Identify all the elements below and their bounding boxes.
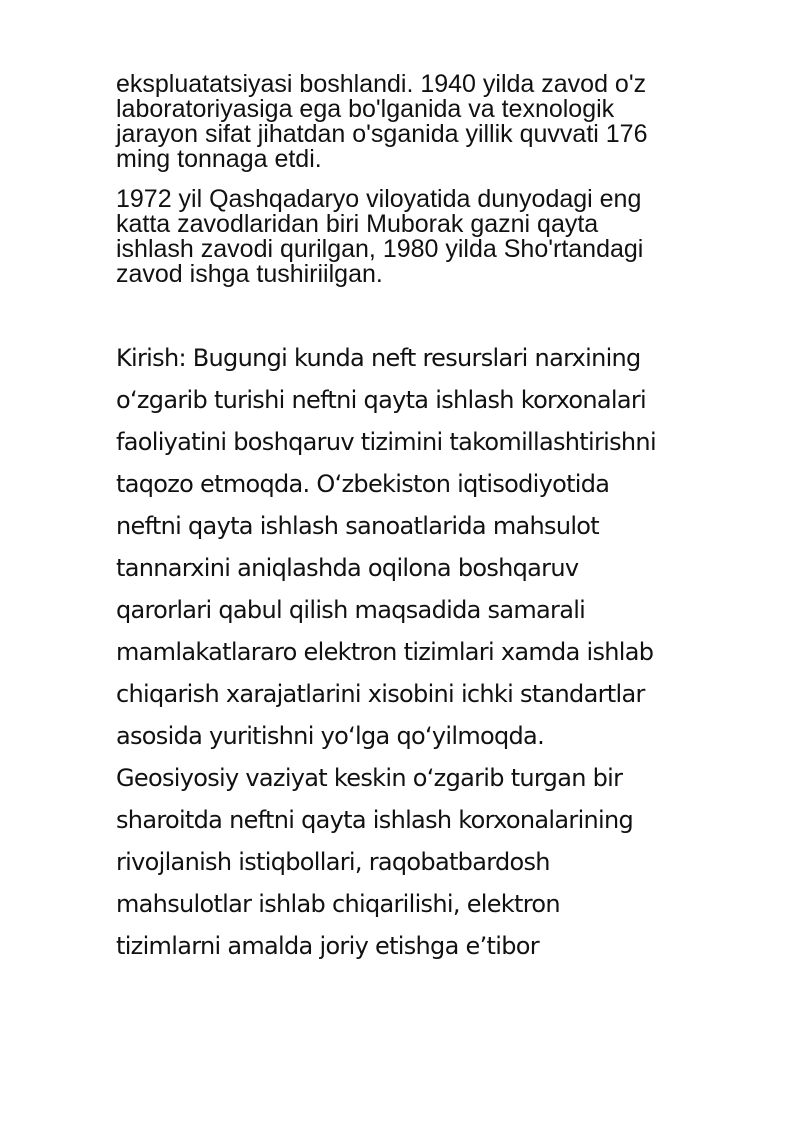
document-page bbox=[116, 72, 756, 967]
paragraph-introduction: Kirish: Bugungi kunda neft resurslari narxining o‘zgarib turishi neftni qayta ishlash korxonalari faoliyatini boshqaruv tizimini takomillashtirishni taqozo etmoqda. O‘zbekiston iqtisodiyotida neftni qayta ishlash sanoatlarida mahsulot tannarxini aniqlashda oqilona boshqaruv qarorlari qabul qilish maqsadida samarali mamlakatlararo elektron tizimlari xamda ishlab chiqarish xarajatlarini xisobini ichki standartlar asosida yuritishni yo‘lga qo‘yilmoqda. Geosiyosiy vaziyat keskin o‘zgarib turgan bir sharoitda neftni qayta ishlash korxonalarining rivojlanish istiqbollari, raqobatbardosh mahsulotlar ishlab chiqarilishi, elektron tizimlarni amalda joriy etishga e’tibor bbox=[116, 344, 656, 960]
paragraph-history-1972: 1972 yil Qashqadaryo viloyatida dunyodagi eng katta zavodlaridan biri Muborak gazni qayta ishlash zavodi qurilgan, 1980 yilda Sho'rtandagi zavod ishga tushiriilgan. bbox=[116, 185, 644, 288]
paragraph-history-1940: ekspluatatsiyasi boshlandi. 1940 yilda zavod o'z laboratoriyasiga ega bo'lganida va texnologik jarayon sifat jihatdan o'sganida yillik quvvati 176 ming tonnaga etdi. bbox=[116, 70, 648, 173]
